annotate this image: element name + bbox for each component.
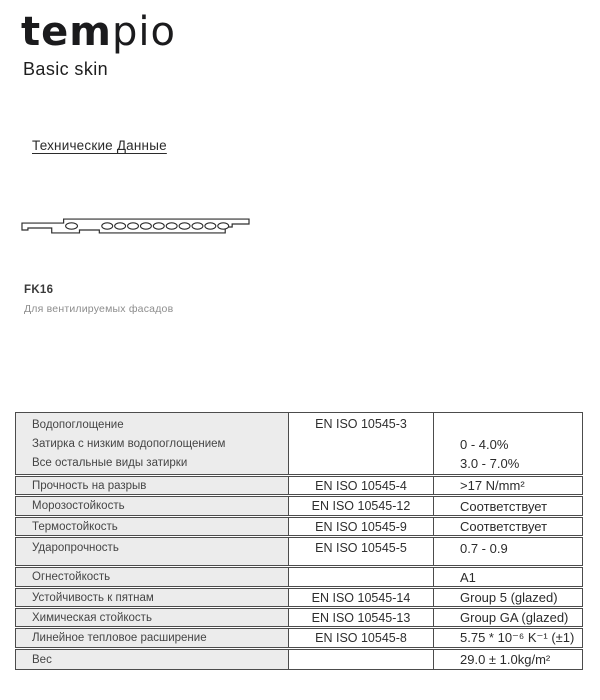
value-line bbox=[460, 416, 580, 435]
table-row-water-absorption bbox=[15, 412, 583, 475]
standard-cell: EN ISO 10545-13 bbox=[289, 608, 434, 627]
table-row-thermal-shock-resistance bbox=[15, 517, 583, 536]
value-line: 0 - 4.0% bbox=[460, 437, 509, 452]
param-cell: Огнестойкость bbox=[15, 567, 289, 587]
standard-cell: EN ISO 10545-8 bbox=[289, 628, 434, 648]
value-cell: A1 bbox=[434, 567, 583, 587]
value-cell: 0.7 - 0.9 bbox=[434, 537, 583, 566]
standard-cell: EN ISO 10545-5 bbox=[289, 537, 434, 566]
param-cell: Химическая стойкость bbox=[15, 608, 289, 627]
value-cell: Соответствует bbox=[434, 517, 583, 536]
table-row-chemical-resistance bbox=[15, 608, 583, 627]
param-line: Затирка с низким водопоглощением bbox=[32, 438, 226, 450]
product-description: Для вентилируемых фасадов bbox=[24, 303, 174, 315]
table-row-frost-resistance bbox=[15, 496, 583, 516]
standard-cell: EN ISO 10545-4 bbox=[289, 476, 434, 495]
brand-logo bbox=[21, 10, 176, 54]
value-line: 3.0 - 7.0% bbox=[460, 456, 520, 471]
param-cell: Морозостойкость bbox=[15, 496, 289, 516]
table-row-fire-resistance bbox=[15, 567, 583, 587]
table-row-breaking-strength bbox=[15, 476, 583, 495]
param-line: Водопоглощение bbox=[32, 419, 124, 431]
value-cell: Group GA (glazed) bbox=[434, 608, 583, 627]
param-cell: Ударопрочность bbox=[15, 537, 289, 566]
value-cell: 5.75 * 10⁻⁶ K⁻¹ (±1) bbox=[434, 628, 583, 648]
value-cell: 29.0 ± 1.0kg/m² bbox=[434, 649, 583, 670]
table-row-stain-resistance bbox=[15, 588, 583, 607]
standard-cell: EN ISO 10545-12 bbox=[289, 496, 434, 516]
param-cell: Вес bbox=[15, 649, 289, 670]
spec-table bbox=[15, 411, 583, 671]
standard-cell bbox=[289, 567, 434, 587]
brand-logo-light: pio bbox=[111, 9, 176, 55]
section-heading: Технические Данные bbox=[32, 138, 167, 153]
value-cell: >17 N/mm² bbox=[434, 476, 583, 495]
panel-profile-drawing bbox=[20, 213, 250, 246]
param-cell: Устойчивость к пятнам bbox=[15, 588, 289, 607]
table-row-linear-thermal-expansion bbox=[15, 628, 583, 648]
product-code: FK16 bbox=[24, 284, 54, 296]
param-cell bbox=[15, 412, 289, 475]
brand-logo-bold: tem bbox=[21, 9, 112, 55]
value-cell: Group 5 (glazed) bbox=[434, 588, 583, 607]
standard-cell: EN ISO 10545-14 bbox=[289, 588, 434, 607]
standard-cell bbox=[289, 649, 434, 670]
param-cell: Термостойкость bbox=[15, 517, 289, 536]
param-cell: Линейное тепловое расширение bbox=[15, 628, 289, 648]
param-cell: Прочность на разрыв bbox=[15, 476, 289, 495]
param-line: Все остальные виды затирки bbox=[32, 457, 188, 469]
standard-cell: EN ISO 10545-3 bbox=[289, 412, 434, 475]
product-subtitle: Basic skin bbox=[23, 59, 109, 79]
table-row-weight bbox=[15, 649, 583, 670]
value-cell: Соответствует bbox=[434, 496, 583, 516]
standard-cell: EN ISO 10545-9 bbox=[289, 517, 434, 536]
value-cell bbox=[434, 412, 583, 475]
table-row-impact-resistance bbox=[15, 537, 583, 566]
